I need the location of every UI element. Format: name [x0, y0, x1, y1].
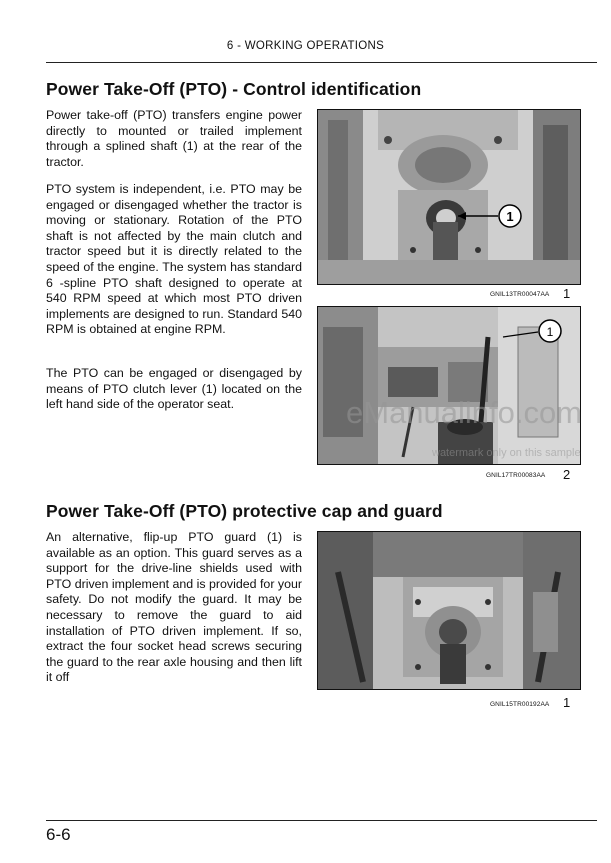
figure-callout: 1	[546, 325, 554, 339]
figure-callout: 1	[506, 209, 514, 224]
header-rule	[46, 62, 597, 63]
watermark-note: watermark only on this sample	[432, 447, 581, 459]
running-header: 6 - WORKING OPERATIONS	[226, 40, 385, 52]
figure-number: 1	[563, 695, 571, 710]
figure-code: GNIL15TR00192AA	[490, 701, 550, 708]
pto-guard-photo	[317, 531, 581, 690]
paragraph: An alternative, flip-up PTO guard (1) is available as an option. This guard serves as a support for the drive-line shields used with PTO driven implement and is provided for your safety. Do not modify the guard. It may be necessary to remove the guard to aid installation of PTO driven implement. If so, extract the four socket head screws securing the guard to the rear axle housing and then lift it off	[46, 530, 302, 685]
paragraph: Power take-off (PTO) transfers engine power directly to mounted or trailed implement through a splined shaft (1) at the rear of the tractor.	[46, 108, 302, 169]
figure-number: 2	[563, 467, 571, 482]
footer-rule	[46, 820, 597, 821]
paragraph: The PTO can be engaged or disengaged by means of PTO clutch lever (1) located on the left hand side of the operator seat.	[46, 366, 302, 412]
section-title-pto-control: Power Take-Off (PTO) - Control identification	[46, 79, 422, 99]
section-title-pto-guard: Power Take-Off (PTO) protective cap and guard	[46, 501, 443, 521]
paragraph: PTO system is independent, i.e. PTO may be engaged or disengaged whether the tractor is moving or stationary. Rotation of the PTO shaft is not affected by the main clutch and tractor speed but it is directly related to the speed of the engine. The system has standard 6 -spline PTO shaft designed to operate at 540 RPM speed at which most PTO driven implements are designed to run. Standard 540 RPM is obtained at engine RPM.	[46, 182, 302, 337]
pto-lever-photo	[317, 306, 581, 465]
figure-number: 1	[563, 286, 571, 301]
pto-shaft-photo	[317, 109, 581, 285]
watermark: eManualinfo.com	[346, 395, 583, 430]
page-number: 6-6	[46, 825, 71, 844]
figure-code: GNIL17TR00083AA	[486, 472, 546, 479]
figure-code: GNIL13TR00047AA	[490, 291, 550, 298]
